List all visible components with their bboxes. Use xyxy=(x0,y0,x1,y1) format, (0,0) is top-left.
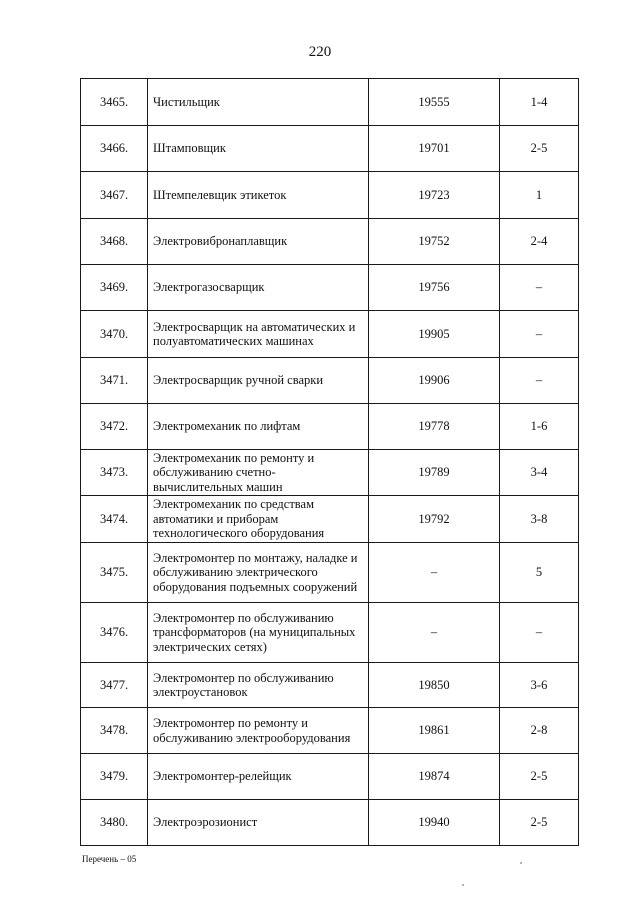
profession-name: Электромеханик по ремонту и обслуживанию счетно-вычислительных машин xyxy=(148,450,369,496)
profession-code: 19789 xyxy=(369,450,500,496)
profession-code: 19723 xyxy=(369,172,500,219)
profession-name: Электромонтер по ремонту и обслуживанию электрооборудования xyxy=(148,708,369,754)
table-row xyxy=(81,708,579,754)
row-number: 3478. xyxy=(81,708,148,754)
row-number: 3475. xyxy=(81,543,148,603)
table-row xyxy=(81,79,579,126)
profession-name: Электросварщик ручной сварки xyxy=(148,358,369,404)
row-number: 3468. xyxy=(81,219,148,265)
qualification-category: 2-5 xyxy=(500,126,579,172)
profession-code: 19792 xyxy=(369,496,500,543)
row-number: 3473. xyxy=(81,450,148,496)
row-number: 3474. xyxy=(81,496,148,543)
profession-code: 19850 xyxy=(369,663,500,708)
profession-name: Электромеханик по лифтам xyxy=(148,404,369,450)
qualification-category: – xyxy=(500,311,579,358)
row-number: 3479. xyxy=(81,754,148,800)
profession-code: 19874 xyxy=(369,754,500,800)
qualification-category: 2-8 xyxy=(500,708,579,754)
table-row xyxy=(81,496,579,543)
row-number: 3470. xyxy=(81,311,148,358)
page-number: 220 xyxy=(308,44,332,60)
table-row xyxy=(81,404,579,450)
qualification-category: 1 xyxy=(500,172,579,219)
profession-name: Штамповщик xyxy=(148,126,369,172)
profession-code: 19778 xyxy=(369,404,500,450)
row-number: 3476. xyxy=(81,603,148,663)
qualification-category: 3-8 xyxy=(500,496,579,543)
qualification-category: 2-5 xyxy=(500,754,579,800)
table-row xyxy=(81,543,579,603)
qualification-category: 1-6 xyxy=(500,404,579,450)
scan-speck xyxy=(462,884,464,886)
row-number: 3469. xyxy=(81,265,148,311)
profession-code: 19940 xyxy=(369,800,500,846)
qualification-category: 3-6 xyxy=(500,663,579,708)
scan-speck xyxy=(520,862,522,864)
profession-name: Электросварщик на автоматических и полуавтоматических машинах xyxy=(148,311,369,358)
profession-name: Штемпелевщик этикеток xyxy=(148,172,369,219)
row-number: 3477. xyxy=(81,663,148,708)
row-number: 3472. xyxy=(81,404,148,450)
profession-name: Электроэрозионист xyxy=(148,800,369,846)
profession-code: 19555 xyxy=(369,79,500,126)
table-row xyxy=(81,219,579,265)
table-row xyxy=(81,663,579,708)
qualification-category: 2-5 xyxy=(500,800,579,846)
table-row xyxy=(81,172,579,219)
qualification-category: 2-4 xyxy=(500,219,579,265)
profession-code: 19861 xyxy=(369,708,500,754)
profession-name: Электромонтер по монтажу, наладке и обслуживанию электрического оборудования подъемных сооружений xyxy=(148,543,369,603)
profession-code: 19906 xyxy=(369,358,500,404)
profession-name: Электрогазосварщик xyxy=(148,265,369,311)
profession-table xyxy=(80,78,579,846)
row-number: 3480. xyxy=(81,800,148,846)
profession-code: 19905 xyxy=(369,311,500,358)
profession-code: – xyxy=(369,603,500,663)
table-row xyxy=(81,311,579,358)
qualification-category: 5 xyxy=(500,543,579,603)
table-row xyxy=(81,265,579,311)
profession-name: Электромеханик по средствам автоматики и приборам технологического оборудования xyxy=(148,496,369,543)
row-number: 3471. xyxy=(81,358,148,404)
profession-code: 19756 xyxy=(369,265,500,311)
qualification-category: – xyxy=(500,265,579,311)
qualification-category: 3-4 xyxy=(500,450,579,496)
table-row xyxy=(81,754,579,800)
row-number: 3465. xyxy=(81,79,148,126)
document-footer: Перечень – 05 xyxy=(82,854,137,864)
profession-code: – xyxy=(369,543,500,603)
profession-code: 19752 xyxy=(369,219,500,265)
table-row xyxy=(81,450,579,496)
table-row xyxy=(81,603,579,663)
table-row xyxy=(81,800,579,846)
qualification-category: 1-4 xyxy=(500,79,579,126)
profession-code: 19701 xyxy=(369,126,500,172)
profession-name: Электромонтер-релейщик xyxy=(148,754,369,800)
profession-name: Электромонтер по обслуживанию трансформаторов (на муниципальных электрических сетях) xyxy=(148,603,369,663)
profession-name: Электромонтер по обслуживанию электроустановок xyxy=(148,663,369,708)
profession-name: Чистильщик xyxy=(148,79,369,126)
profession-name: Электровибронаплавщик xyxy=(148,219,369,265)
row-number: 3466. xyxy=(81,126,148,172)
row-number: 3467. xyxy=(81,172,148,219)
qualification-category: – xyxy=(500,358,579,404)
table-row xyxy=(81,358,579,404)
qualification-category: – xyxy=(500,603,579,663)
table-row xyxy=(81,126,579,172)
